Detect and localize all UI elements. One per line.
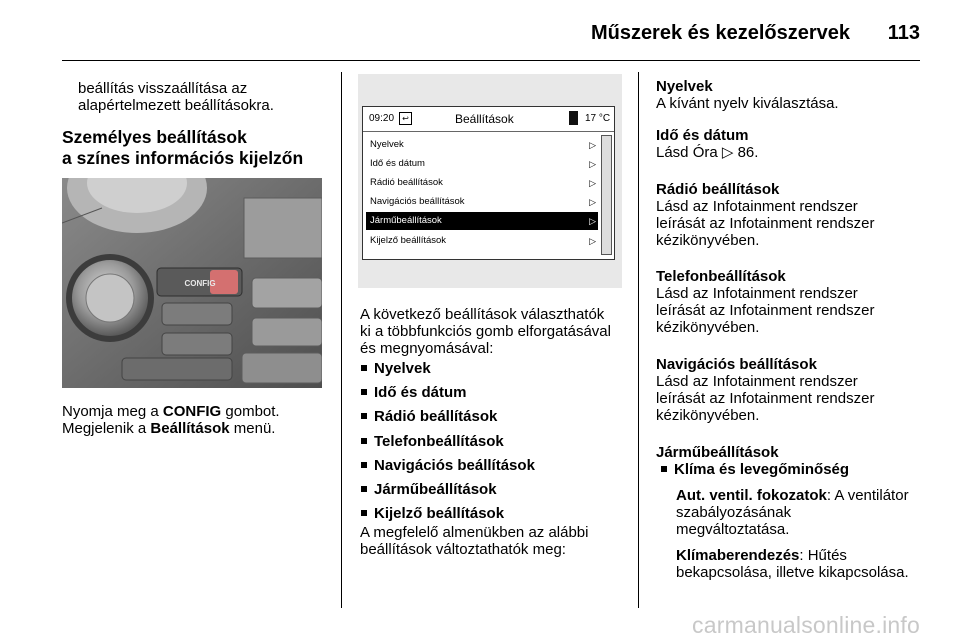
list-item: Kijelző beállítások bbox=[360, 505, 535, 529]
display-status-bar bbox=[363, 107, 614, 132]
subheading-time-date: Idő és dátum bbox=[656, 127, 749, 144]
col2-outro-line-2: beállítások változtathatók meg: bbox=[360, 541, 566, 558]
settings-display-screen bbox=[362, 106, 615, 260]
text-line: szabályozásának bbox=[676, 504, 792, 521]
arrow-right-icon: ▷ bbox=[589, 178, 596, 188]
column-divider-1 bbox=[341, 72, 342, 608]
watermark: carmanualsonline.info bbox=[692, 612, 920, 638]
arrow-right-icon: ▷ bbox=[589, 236, 596, 246]
subheading-navigation: Navigációs beállítások bbox=[656, 356, 817, 373]
subheading-radio: Rádió beállítások bbox=[656, 181, 780, 198]
subheading-vehicle: Járműbeállítások bbox=[656, 444, 779, 461]
instruction-line-2: Megjelenik a Beállítások menü. bbox=[62, 420, 276, 437]
text-line: kézikönyvében. bbox=[656, 232, 760, 249]
list-item: Járműbeállítások bbox=[360, 481, 535, 505]
bullet-square-icon bbox=[361, 365, 367, 371]
list-item: Navigációs beállítások bbox=[360, 457, 535, 481]
text-line: A kívánt nyelv kiválasztása. bbox=[656, 95, 839, 112]
text-line: leírását az Infotainment rendszer bbox=[656, 302, 875, 319]
arrow-right-icon: ▷ bbox=[589, 159, 596, 169]
text-line: megváltoztatása. bbox=[676, 521, 790, 538]
page-reference-icon: ▷ bbox=[721, 144, 734, 161]
list-item: Nyelvek bbox=[360, 360, 535, 384]
text-line: Lásd az Infotainment rendszer bbox=[656, 285, 858, 302]
section-heading-line-1: Személyes beállítások bbox=[62, 127, 247, 147]
list-item: Idő és dátum bbox=[360, 384, 535, 408]
display-menu-item: Idő és dátum ▷ bbox=[366, 155, 598, 173]
display-menu-item: Nyelvek ▷ bbox=[366, 136, 598, 154]
arrow-right-icon: ▷ bbox=[589, 216, 596, 226]
col2-intro-line-3: és megnyomásával: bbox=[360, 340, 494, 357]
text-line: Aut. ventil. fokozatok: A ventilátor bbox=[676, 487, 909, 504]
display-menu-item: Rádió beállítások ▷ bbox=[366, 174, 598, 192]
bullet-square-icon bbox=[361, 413, 367, 419]
text-line: Lásd az Infotainment rendszer bbox=[656, 198, 858, 215]
control-panel-illustration bbox=[62, 178, 322, 388]
text-line: bekapcsolása, illetve kikapcsolása. bbox=[676, 564, 909, 581]
bullet-square-icon bbox=[661, 466, 667, 472]
col2-intro-line-1: A következő beállítások választhatók bbox=[360, 306, 605, 323]
vehicle-bullet: Klíma és levegőminőség bbox=[661, 461, 849, 478]
intro-line-2: alapértelmezett beállításokra. bbox=[78, 97, 274, 114]
back-icon: ↩ bbox=[399, 112, 412, 125]
display-menu-item: Kijelző beállítások ▷ bbox=[366, 232, 598, 250]
instruction-line-1: Nyomja meg a CONFIG gombot. bbox=[62, 403, 280, 420]
control-panel-photo bbox=[62, 178, 322, 388]
bullet-square-icon bbox=[361, 389, 367, 395]
text-line: kézikönyvében. bbox=[656, 319, 760, 336]
thermometer-icon bbox=[569, 111, 578, 125]
bullet-square-icon bbox=[361, 486, 367, 492]
display-menu-item: Navigációs beállítások ▷ bbox=[366, 193, 598, 211]
bullet-square-icon bbox=[361, 510, 367, 516]
text-line: Lásd az Infotainment rendszer bbox=[656, 373, 858, 390]
intro-line-1: beállítás visszaállítása az bbox=[78, 80, 248, 97]
text-line: kézikönyvében. bbox=[656, 407, 760, 424]
display-temperature: 17 °C bbox=[585, 113, 611, 124]
display-title: Beállítások bbox=[455, 112, 514, 126]
config-button-label: CONFIG bbox=[184, 279, 216, 288]
page-header-title: Műszerek és kezelőszervek bbox=[590, 22, 850, 44]
col2-outro-line-1: A megfelelő almenükben az alábbi bbox=[360, 524, 589, 541]
column-divider-2 bbox=[638, 72, 639, 608]
text-line: Klímaberendezés: Hűtés bbox=[676, 547, 847, 564]
page-number: 113 bbox=[887, 22, 920, 44]
display-menu-item-selected: Járműbeállítások ▷ bbox=[366, 212, 598, 230]
bullet-square-icon bbox=[361, 462, 367, 468]
section-heading-line-2: a színes információs kijelzőn bbox=[62, 148, 304, 168]
bullet-square-icon bbox=[361, 438, 367, 444]
display-scrollbar bbox=[601, 135, 612, 255]
subheading-phone: Telefonbeállítások bbox=[656, 268, 786, 285]
list-item: Telefonbeállítások bbox=[360, 433, 535, 457]
arrow-right-icon: ▷ bbox=[589, 197, 596, 207]
text-line: leírását az Infotainment rendszer bbox=[656, 390, 875, 407]
display-clock: 09:20 bbox=[369, 113, 395, 124]
settings-bullet-list bbox=[360, 360, 535, 529]
text-line: leírását az Infotainment rendszer bbox=[656, 215, 875, 232]
subheading-languages: Nyelvek bbox=[656, 78, 713, 95]
arrow-right-icon: ▷ bbox=[589, 140, 596, 150]
text-line: Lásd Óra ▷ 86. bbox=[656, 144, 759, 161]
col2-intro-line-2: ki a többfunkciós gomb elforgatásával bbox=[360, 323, 611, 340]
header-rule bbox=[62, 60, 920, 61]
list-item: Rádió beállítások bbox=[360, 408, 535, 432]
